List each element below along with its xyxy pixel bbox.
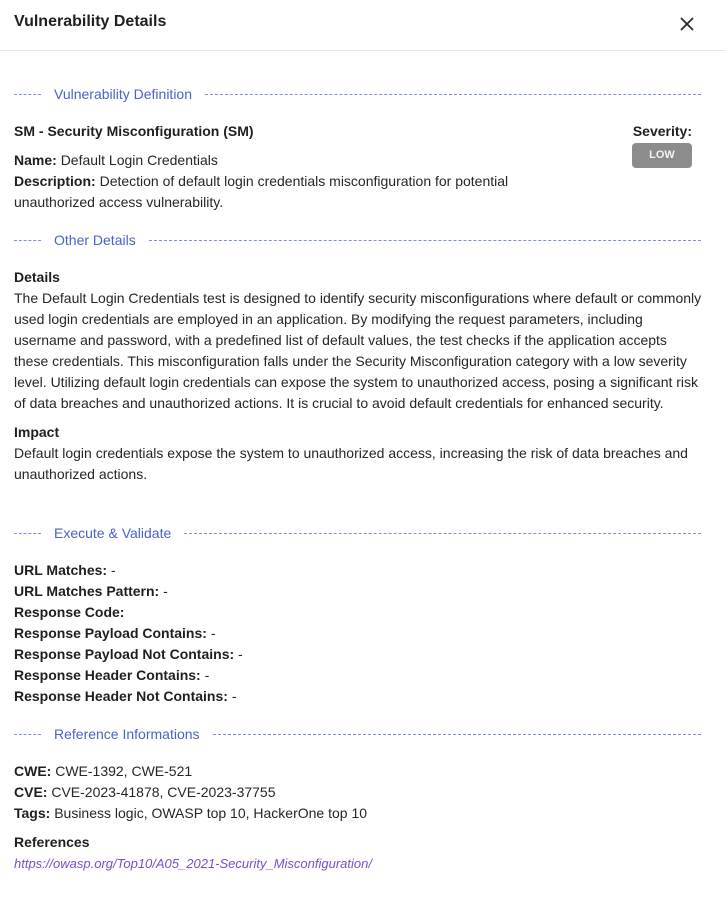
severity-label: Severity: <box>632 123 692 139</box>
references-heading: References <box>14 834 90 850</box>
execute-label: Response Payload Contains: <box>14 625 207 641</box>
panel-title: Vulnerability Details <box>14 13 167 30</box>
cve-value: CVE-2023-41878, CVE-2023-37755 <box>47 784 276 800</box>
execute-row <box>14 602 701 623</box>
execute-row <box>14 665 701 686</box>
section-title-execute: Execute & Validate <box>54 525 172 541</box>
impact-heading: Impact <box>14 424 60 440</box>
execute-row <box>14 581 701 602</box>
execute-row <box>14 686 701 707</box>
tags-label: Tags: <box>14 805 51 821</box>
details-text: The Default Login Credentials test is designed to identify security misconfigurations where default or commonly used login credentials are employed in an application. By modifying the request parameters, including username and password, with a predefined list of default values, the test checks if the application accepts these credentials. This misconfiguration falls under the Security Misconfiguration category with a low severity level. Utilizing default login credentials can expose the system to unauthorized access, posing a significant risk of data breaches and unauthorized actions. It is crucial to avoid default credentials for enhanced security. <box>14 290 702 411</box>
section-title-reference: Reference Informations <box>54 726 200 742</box>
execute-value: - <box>234 646 243 662</box>
execute-value: - <box>107 562 116 578</box>
description-row <box>14 171 574 213</box>
cwe-row <box>14 761 701 782</box>
close-button[interactable] <box>677 13 697 35</box>
section-divider-other <box>14 229 701 251</box>
cwe-value: CWE-1392, CWE-521 <box>51 763 193 779</box>
vulnerability-category-title: SM - Security Misconfiguration (SM) <box>14 123 254 139</box>
name-row <box>14 150 574 171</box>
section-title-other: Other Details <box>54 232 136 248</box>
execute-validate-block <box>14 560 701 707</box>
definition-block <box>14 121 701 213</box>
execute-value: - <box>159 583 168 599</box>
description-value: Detection of default login credentials misconfiguration for potential unauthorized access vulnerability. <box>14 173 509 210</box>
cve-label: CVE: <box>14 784 48 800</box>
execute-row <box>14 560 701 581</box>
impact-text: Default login credentials expose the system to unauthorized access, increasing the risk of data breaches and unauthorized actions. <box>14 445 688 482</box>
execute-label: URL Matches: <box>14 562 108 578</box>
cve-row <box>14 782 701 803</box>
severity-box <box>632 121 692 168</box>
execute-label: Response Header Not Contains: <box>14 688 228 704</box>
name-value: Default Login Credentials <box>60 152 218 168</box>
execute-value: - <box>227 688 237 704</box>
execute-label: Response Header Contains: <box>14 667 201 683</box>
execute-value: - <box>200 667 210 683</box>
section-title-definition: Vulnerability Definition <box>54 86 192 102</box>
close-icon <box>677 13 697 35</box>
execute-value: - <box>206 625 216 641</box>
tags-value: Business logic, OWASP top 10, HackerOne top 10 <box>50 805 368 821</box>
section-divider-definition <box>14 83 701 105</box>
tags-row <box>14 803 701 824</box>
name-label: Name: <box>14 152 57 168</box>
reference-block <box>14 761 701 874</box>
execute-label: URL Matches Pattern: <box>14 583 160 599</box>
reference-link[interactable]: https://owasp.org/Top10/A05_2021-Security_Misconfiguration/ <box>14 856 372 871</box>
cwe-label: CWE: <box>14 763 52 779</box>
execute-label: Response Payload Not Contains: <box>14 646 235 662</box>
execute-label: Response Code: <box>14 604 125 620</box>
details-heading: Details <box>14 269 60 285</box>
severity-badge: LOW <box>632 143 692 168</box>
execute-row <box>14 623 701 644</box>
other-details-block <box>14 267 703 485</box>
description-label: Description: <box>14 173 96 189</box>
section-divider-reference <box>14 723 701 745</box>
execute-row <box>14 644 701 665</box>
section-divider-execute <box>14 522 701 544</box>
panel-header <box>0 0 725 51</box>
